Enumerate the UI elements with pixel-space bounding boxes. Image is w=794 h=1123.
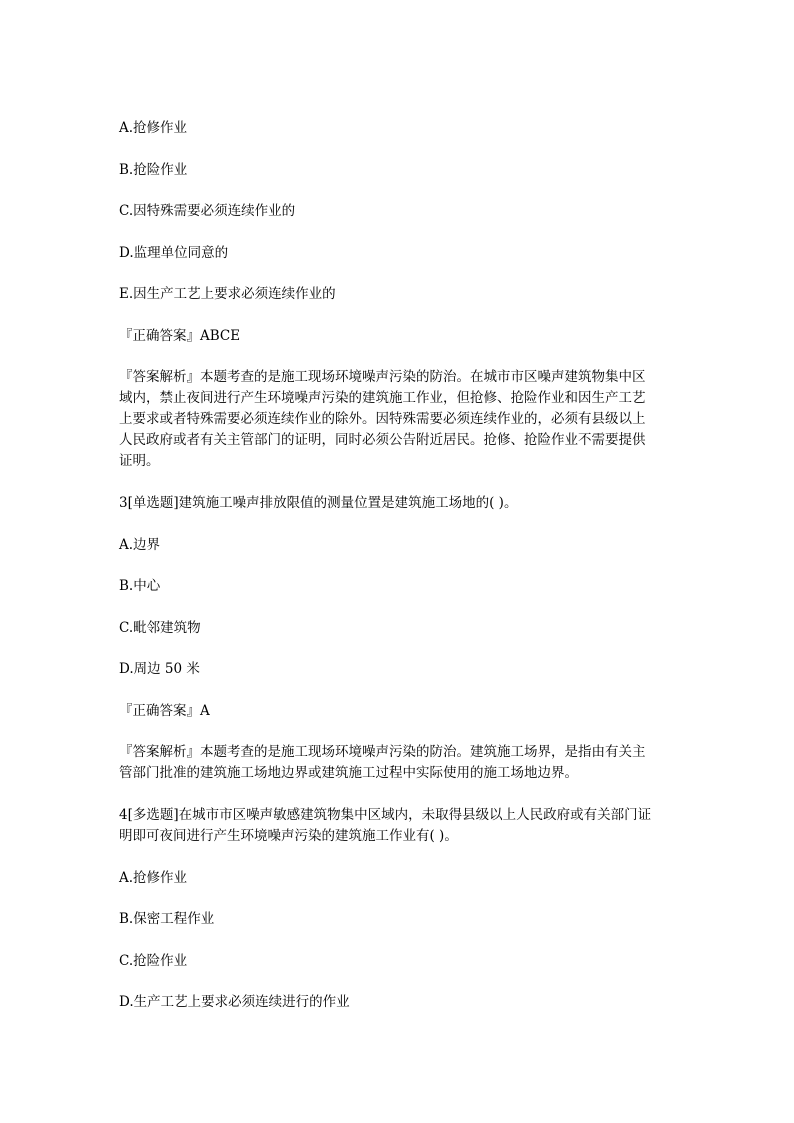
option-a: A.抢修作业	[119, 870, 188, 886]
option-b: B.中心	[119, 578, 161, 594]
question-line: 4[多选题]在城市市区噪声敏感建筑物集中区域内，未取得县级以上人民政府或有关部门证	[119, 807, 652, 823]
option-c: C.因特殊需要必须连续作业的	[119, 203, 296, 219]
analysis-line: 证明。	[119, 453, 160, 469]
option-d: D.周边 50 米	[119, 661, 200, 677]
analysis-line: 上要求或者特殊需要必须连续作业的除外。因特殊需要必须连续作业的，必须有县级以上	[119, 411, 646, 427]
option-a: A.边界	[119, 537, 161, 553]
analysis-line: 『答案解析』本题考查的是施工现场环境噪声污染的防治。在城市市区噪声建筑物集中区	[119, 369, 646, 385]
analysis-line: 管部门批准的建筑施工场地边界或建筑施工过程中实际使用的施工场地边界。	[119, 765, 578, 781]
question-line: 明即可夜间进行产生环境噪声污染的建筑施工作业有( )。	[119, 828, 458, 844]
option-d: D.监理单位同意的	[119, 245, 229, 261]
option-e: E.因生产工艺上要求必须连续作业的	[119, 286, 336, 302]
option-d: D.生产工艺上要求必须连续进行的作业	[119, 994, 350, 1010]
option-c: C.抢险作业	[119, 953, 188, 969]
question-3: 3[单选题]建筑施工噪声排放限值的测量位置是建筑施工场地的( )。	[119, 495, 518, 511]
option-c: C.毗邻建筑物	[119, 620, 201, 636]
analysis-line: 域内，禁止夜间进行产生环境噪声污染的建筑施工作业，但抢修、抢险作业和因生产工艺	[119, 390, 646, 406]
option-b: B.保密工程作业	[119, 911, 215, 927]
option-b: B.抢险作业	[119, 162, 188, 178]
analysis-line: 人民政府或者有关主管部门的证明，同时必须公告附近居民。抢修、抢险作业不需要提供	[119, 432, 646, 448]
answer-analysis	[119, 742, 679, 784]
analysis-line: 『答案解析』本题考查的是施工现场环境噪声污染的防治。建筑施工场界，是指由有关主	[119, 744, 646, 760]
correct-answer: 『正确答案』ABCE	[119, 328, 241, 344]
answer-analysis	[119, 367, 679, 472]
correct-answer: 『正确答案』A	[119, 703, 210, 719]
question-4	[119, 805, 679, 847]
option-a: A.抢修作业	[119, 120, 188, 136]
